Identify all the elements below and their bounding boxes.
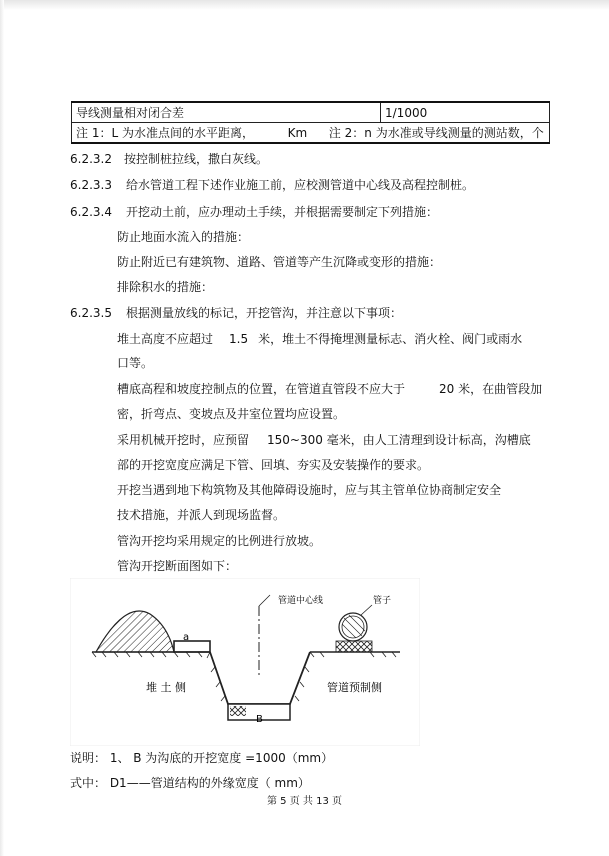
spoil-mound	[96, 611, 174, 652]
figure-frame	[70, 578, 420, 746]
tolerance-table	[71, 101, 550, 144]
clause-6-2-3-2: 6.2.3.2 按控制桩拉线，撒白灰线。	[70, 152, 268, 166]
paragraph-spoil-height: 堆土高度不应超过 1.5 米，堆土不得掩埋测量标志、消火栓、阀门或雨水	[117, 332, 523, 346]
clause-6-2-3-4: 6.2.3.4 开挖动土前，应办理动土手续，并根据需要制定下列措施：	[70, 205, 438, 219]
label-center-line: 管道中心线	[278, 596, 324, 606]
page-shadow-left	[0, 0, 4, 856]
table-row	[72, 123, 550, 144]
label-prefab-side: 管道预制侧	[327, 681, 382, 694]
table-row	[72, 102, 550, 123]
pipe-support	[336, 641, 372, 652]
note-bottom-width: 说明： 1、 B 为沟底的开挖宽度 =1000（mm）	[70, 751, 334, 765]
paragraph-machine-excavation-cont: 部的开挖宽度应满足下管、回填、夯实及安装操作的要求。	[117, 458, 430, 472]
measure-settlement: 防止附近已有建筑物、道路、管道等产生沉降或变形的措施：	[117, 255, 442, 269]
paragraph-spoil-height-cont: 口等。	[117, 356, 154, 370]
measure-drainage: 排除积水的措施：	[117, 280, 214, 294]
trench-section-figure	[70, 578, 420, 746]
label-pipe: 管子	[373, 596, 392, 606]
berm-offset-box	[174, 641, 210, 652]
note-d1-definition: 式中： D1——管道结构的外缘宽度（ mm）	[70, 776, 310, 790]
table-cell: 导线测量相对闭合差	[72, 102, 381, 123]
label-a: a	[183, 632, 190, 643]
table-cell: 注 1：L 为水准点间的水平距离， Km 注 2：n 为水准或导线测量的测站数，个	[72, 123, 550, 144]
paragraph-obstacles-cont: 技术措施，并派人到现场监督。	[117, 508, 286, 522]
paragraph-control-points: 槽底高程和坡度控制点的位置，在管道直管段不应大于 20 米，在曲管段加	[117, 382, 543, 396]
paragraph-obstacles: 开挖当遇到地下构筑物及其他障碍设施时，应与其主管单位协商制定安全	[117, 483, 502, 497]
page-footer: 第 5 页 共 13 页	[267, 796, 342, 807]
paragraph-machine-excavation: 采用机械开挖时，应预留 150~300 毫米，由人工清理到设计标高，沟槽底	[117, 433, 531, 447]
table-cell: 1/1000	[381, 102, 550, 123]
page-shadow-top	[0, 0, 609, 10]
clause-6-2-3-5: 6.2.3.5 根据测量放线的标记，开挖管沟，并注意以下事项：	[70, 306, 402, 320]
paragraph-figure-intro: 管沟开挖断面图如下：	[117, 559, 238, 573]
paragraph-slope: 管沟开挖均采用规定的比例进行放坡。	[117, 534, 322, 548]
clause-6-2-3-3: 6.2.3.3 给水管道工程下述作业施工前，应校测管道中心线及高程控制桩。	[70, 178, 474, 192]
measure-surface-water: 防止地面水流入的措施：	[117, 230, 250, 244]
label-b: B	[256, 714, 263, 725]
paragraph-control-points-cont: 密，折弯点、变坡点及井室位置均应设置。	[117, 407, 346, 421]
label-spoil-side: 堆 土 侧	[146, 681, 186, 694]
